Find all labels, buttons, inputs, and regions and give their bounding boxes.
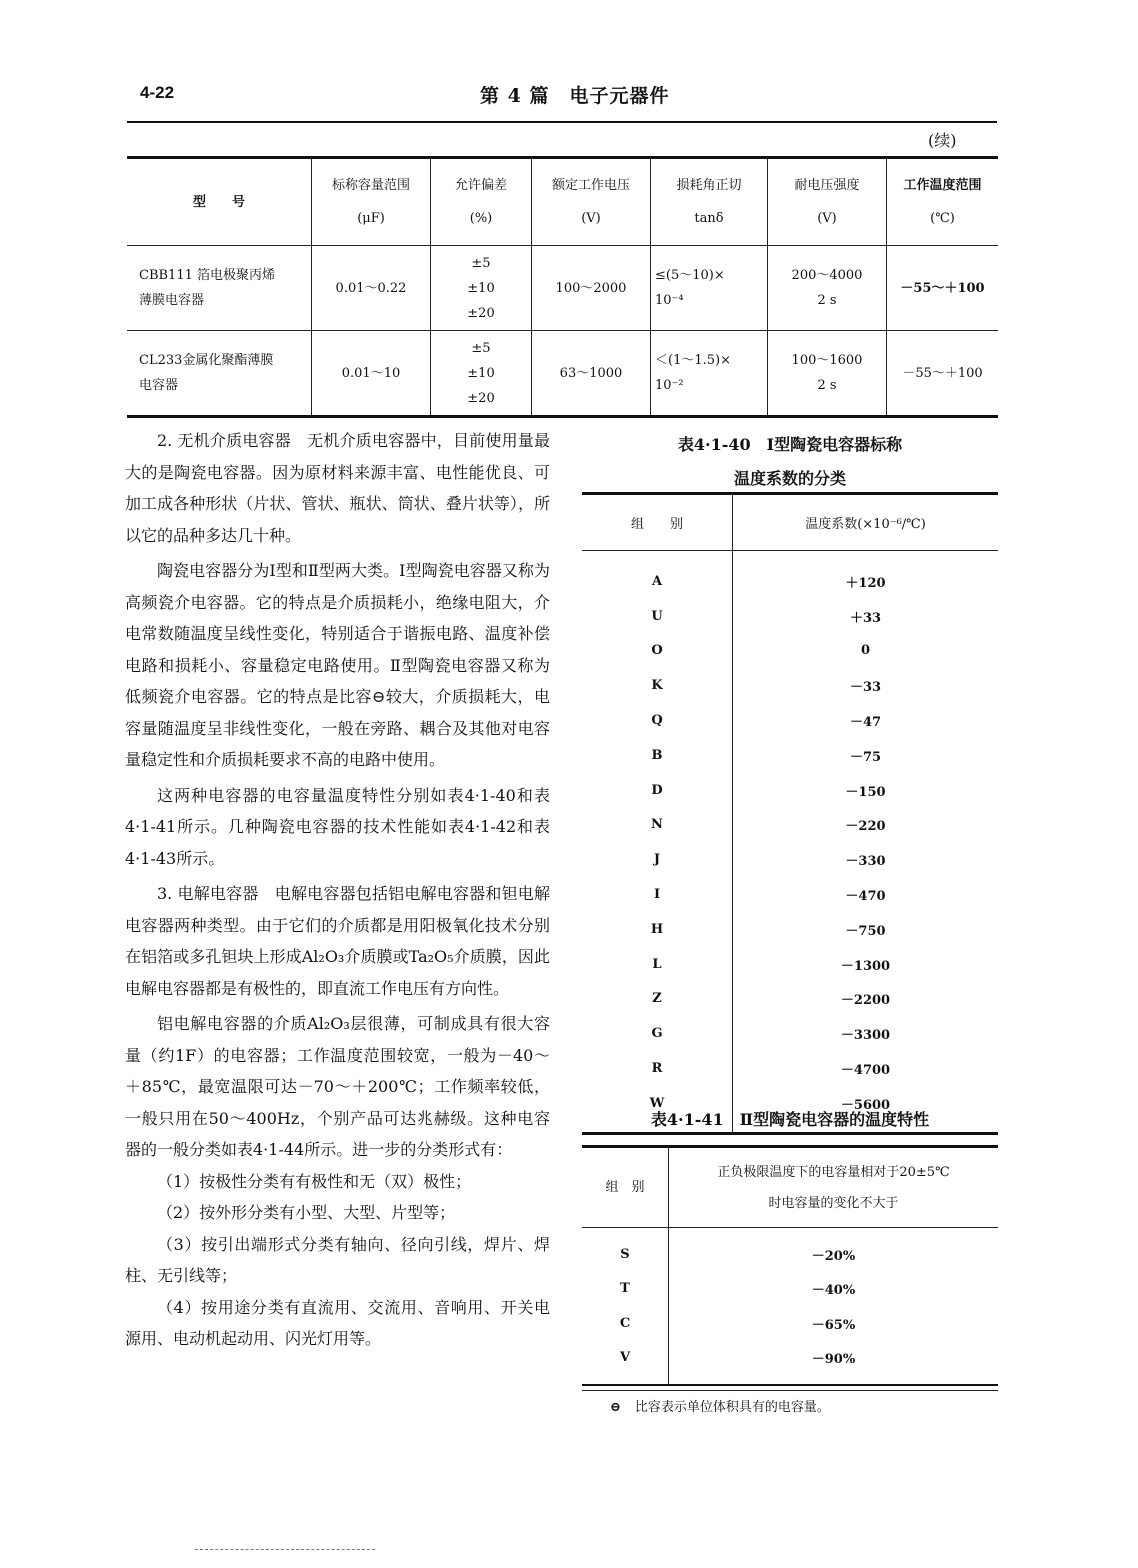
continued-label: (续) (928, 131, 957, 150)
header-capacity-change: 正负极限温度下的电容量相对于20±5℃ 时电容量的变化不大于 (669, 1147, 999, 1228)
cell-group: T (582, 1272, 669, 1307)
cell-value: －90% (811, 1352, 856, 1368)
cell-withstand: 100～1600 2 s (768, 331, 887, 417)
cell-value: －5600 (840, 1097, 891, 1113)
list-item: （1）按极性分类有有极性和无（双）极性； (157, 1171, 472, 1191)
cell-tan: ＜(1～1.5)× 10⁻² (651, 331, 768, 417)
paragraph: 这两种电容器的电容量温度特性分别如表4·1-40和表4·1-41所示。几种陶瓷电容器的技术性能如表4·1-42和表4·1-43所示。 (125, 785, 550, 868)
cell-group: U (582, 599, 733, 634)
table-row (582, 808, 998, 843)
cell-tolerance: ±5 ±10 ±20 (431, 331, 532, 417)
table-row (582, 773, 998, 808)
cell-value: －220 (845, 819, 886, 835)
capacitor-spec-table (127, 156, 998, 418)
cell-value: －4700 (840, 1063, 891, 1079)
header-temp: 工作温度范围 (℃) (887, 158, 999, 246)
table-header-row (582, 1147, 998, 1228)
cell-group: V (582, 1341, 669, 1386)
cell-group: N (582, 808, 733, 843)
cell-temp: －55～＋100 (887, 246, 999, 331)
table-row (582, 1051, 998, 1086)
paragraph: 铝电解电容器的介质Al₂O₃层很薄，可制成具有很大容量（约1F）的电容器；工作温度范围较宽，一般为－40～＋85℃，最宽温限可达－70～＋200℃；工作频率较低，一般只用在50～400Hz，个别产品可达兆赫级。这种电容器的一般分类如表4·1-44所示。进一步的分类形式有： (125, 1014, 550, 1159)
header-coefficient: 温度系数(×10⁻⁶/℃) (733, 494, 999, 551)
header-withstand: 耐电压强度 (V) (768, 158, 887, 246)
header-group: 组 别 (582, 1147, 669, 1228)
paragraph: 2. 无机介质电容器 无机介质电容器中，目前使用量最大的是陶瓷电容器。因为原材料来源丰富、电性能优良、可加工成各种形状（片状、管状、瓶状、筒状、叠片状等），所以它的品种多达几十种。 (125, 431, 550, 545)
table-row (582, 1272, 998, 1307)
temperature-characteristic-table (582, 1145, 998, 1386)
list-item: （3）按引出端形式分类有轴向、径向引线，焊片、焊柱、无引线等； (125, 1234, 550, 1285)
cell-group: C (582, 1306, 669, 1341)
cell-group: R (582, 1051, 733, 1086)
list-item: （2）按外形分类有小型、大型、片型等； (157, 1203, 456, 1222)
cell-group: S (582, 1228, 669, 1272)
table-row (582, 599, 998, 634)
cell-group: D (582, 773, 733, 808)
cell-group: O (582, 634, 733, 669)
paragraph: 3. 电解电容器 电解电容器包括铝电解电容器和钽电解电容器两种类型。由于它们的介质都是用阳极氧化技术分别在铝箔或多孔钽块上形成Al₂O₃介质膜或Ta₂O₅介质膜，因此电解电容器都是有极性的，即直流工作电压有方向性。 (125, 884, 550, 998)
table-row (127, 246, 998, 331)
cell-value: ＋33 (849, 610, 882, 626)
cell-model: CL233金属化聚酯薄膜 电容器 (139, 353, 274, 393)
table-row (582, 738, 998, 773)
temperature-coefficient-table (582, 492, 998, 1135)
cell-value: －40% (811, 1283, 856, 1299)
cell-group: W (582, 1086, 733, 1133)
table-row (582, 842, 998, 877)
cell-tolerance: ±5 ±10 ±20 (431, 246, 532, 331)
cell-value: －1300 (840, 958, 891, 974)
cell-temp: －55～＋100 (887, 331, 999, 417)
cell-capacity: 0.01～10 (312, 331, 431, 417)
table-row (582, 912, 998, 947)
table-row (582, 947, 998, 982)
list-item: （4）按用途分类有直流用、交流用、音响用、开关电源用、电动机起动用、闪光灯用等。 (125, 1297, 550, 1348)
cell-group: I (582, 877, 733, 912)
cell-group: Z (582, 982, 733, 1017)
cell-value: －75 (849, 749, 882, 765)
table-row (127, 331, 998, 417)
cell-value: －750 (845, 923, 886, 939)
table-header-row (127, 158, 998, 246)
table-row (582, 982, 998, 1017)
cell-group: K (582, 668, 733, 703)
table-row (582, 1016, 998, 1051)
cell-value: －20% (811, 1248, 856, 1264)
cell-capacity: 0.01～0.22 (312, 246, 431, 331)
header-group: 组 别 (582, 494, 733, 551)
table-row (582, 551, 998, 599)
chapter-title: 第 4 篇 电子元器件 (480, 85, 670, 107)
cell-value: －47 (849, 715, 882, 731)
cell-group: A (582, 551, 733, 599)
cell-voltage: 100～2000 (532, 246, 651, 331)
cell-model: CBB111 箔电极聚丙烯 薄膜电容器 (139, 268, 275, 308)
table-row (582, 634, 998, 669)
body-text-column (125, 425, 550, 1355)
header-rule (127, 121, 997, 123)
cell-tan: ≤(5～10)× 10⁻⁴ (651, 246, 768, 331)
cell-withstand: 200～4000 2 s (768, 246, 887, 331)
cell-value: ＋120 (845, 575, 886, 591)
header-model: 型 号 (192, 194, 245, 210)
page-number: 4-22 (140, 83, 175, 102)
table-row (582, 1341, 998, 1386)
cell-value: －470 (845, 889, 886, 905)
cell-value: －33 (849, 680, 882, 696)
footnote-text: 比容表示单位体积具有的电容量。 (634, 1400, 830, 1415)
cell-group: G (582, 1016, 733, 1051)
cell-group: H (582, 912, 733, 947)
table-row (582, 668, 998, 703)
cell-value: 0 (860, 643, 871, 659)
cell-group: J (582, 842, 733, 877)
cell-value: －150 (845, 784, 886, 800)
footnote (610, 1396, 830, 1415)
cell-value: －330 (845, 854, 886, 870)
cell-group: Q (582, 703, 733, 738)
cell-group: L (582, 947, 733, 982)
header-tolerance: 允许偏差 (%) (431, 158, 532, 246)
table-row (582, 877, 998, 912)
header-capacity: 标称容量范围 (μF) (312, 158, 431, 246)
paragraph: 陶瓷电容器分为Ⅰ型和Ⅱ型两大类。Ⅰ型陶瓷电容器又称为高频瓷介电容器。它的特点是介质损耗小，绝缘电阻大，介电常数随温度呈线性变化，特别适合于谐振电路、温度补偿电路和损耗小、容量稳定电路使用。Ⅱ型陶瓷电容器又称为低频瓷介电容器。它的特点是比容⊖较大，介质损耗大，电容量随温度呈非线性变化，一般在旁路、耦合及其他对电容量稳定性和介质损耗要求不高的电路中使用。 (125, 561, 550, 769)
header-tan: 损耗角正切 tanδ (651, 158, 768, 246)
header-voltage: 额定工作电压 (V) (532, 158, 651, 246)
table-41-caption: 表4·1-41 Ⅱ型陶瓷电容器的温度特性 (650, 1110, 930, 1129)
cell-group: B (582, 738, 733, 773)
table-40-caption: 表4·1-40 Ⅰ型陶瓷电容器标称 温度系数的分类 (677, 435, 903, 488)
table-header-row (582, 494, 998, 551)
footnote-rule (582, 1390, 998, 1391)
cell-value: －65% (811, 1317, 856, 1333)
bottom-rule (195, 1549, 375, 1550)
table-row (582, 1306, 998, 1341)
cell-voltage: 63～1000 (532, 331, 651, 417)
table-row (582, 1228, 998, 1272)
cell-value: －2200 (840, 993, 891, 1009)
footnote-mark: ⊖ (610, 1400, 621, 1415)
cell-value: －3300 (840, 1028, 891, 1044)
table-row (582, 703, 998, 738)
